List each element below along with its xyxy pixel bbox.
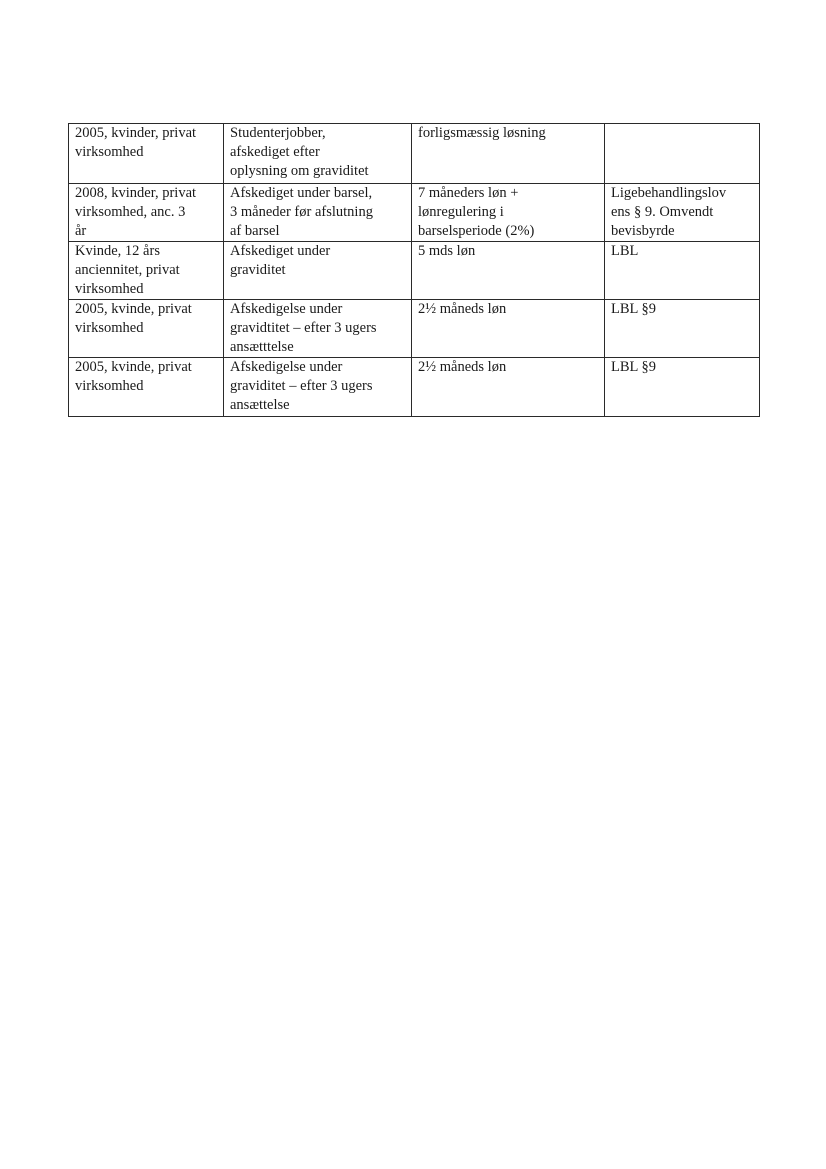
cell-text: LBL §9 — [611, 359, 656, 375]
table-cell — [69, 124, 224, 184]
table-cell — [412, 124, 605, 184]
table-cell — [412, 358, 605, 417]
cell-text: LBL §9 — [611, 301, 656, 317]
table-cell — [412, 184, 605, 242]
cell-text: Afskediget under barsel, 3 måneder før afslutning af barsel — [230, 185, 373, 239]
table-cell — [224, 358, 412, 417]
cell-text: Afskediget under graviditet — [230, 243, 331, 278]
table-cell — [69, 300, 224, 358]
table-cell — [605, 124, 760, 184]
cell-text: Kvinde, 12 års anciennitet, privat virksomhed — [75, 243, 180, 297]
cell-text: 2005, kvinde, privat virksomhed — [75, 301, 192, 336]
table-cell — [412, 242, 605, 300]
cell-text: 2005, kvinde, privat virksomhed — [75, 359, 192, 394]
table-cell — [605, 242, 760, 300]
table-row — [69, 124, 760, 184]
cell-text: Studenterjobber, afskediget efter oplysning om graviditet — [230, 125, 369, 179]
table-cell — [605, 358, 760, 417]
cell-text: Ligebehandlingslov ens § 9. Omvendt bevisbyrde — [611, 185, 727, 239]
table-cell — [69, 358, 224, 417]
cell-text: forligsmæssig løsning — [418, 125, 546, 141]
table-row — [69, 358, 760, 417]
cell-text: LBL — [611, 243, 639, 259]
cell-text: 7 måneders løn + lønregulering i barselsperiode (2%) — [418, 185, 535, 239]
table-cell — [224, 300, 412, 358]
cell-text: Afskedigelse under graviditet – efter 3 ugers ansættelse — [230, 359, 373, 413]
table-cell — [69, 184, 224, 242]
cell-text: 5 mds løn — [418, 243, 476, 259]
cell-text: 2½ måneds løn — [418, 359, 507, 375]
table-cell — [69, 242, 224, 300]
cell-text: 2½ måneds løn — [418, 301, 507, 317]
table-row — [69, 184, 760, 242]
table-cell — [605, 184, 760, 242]
table-cell — [605, 300, 760, 358]
table-row — [69, 242, 760, 300]
cell-text: Afskedigelse under gravidtitet – efter 3 ugers ansætttelse — [230, 301, 377, 355]
cases-table — [68, 123, 760, 417]
table-cell — [224, 242, 412, 300]
cell-text: 2008, kvinder, privat virksomhed, anc. 3 år — [75, 185, 197, 239]
table-cell — [224, 124, 412, 184]
table-cell — [412, 300, 605, 358]
table-row — [69, 300, 760, 358]
cell-text: 2005, kvinder, privat virksomhed — [75, 125, 197, 160]
table-cell — [224, 184, 412, 242]
